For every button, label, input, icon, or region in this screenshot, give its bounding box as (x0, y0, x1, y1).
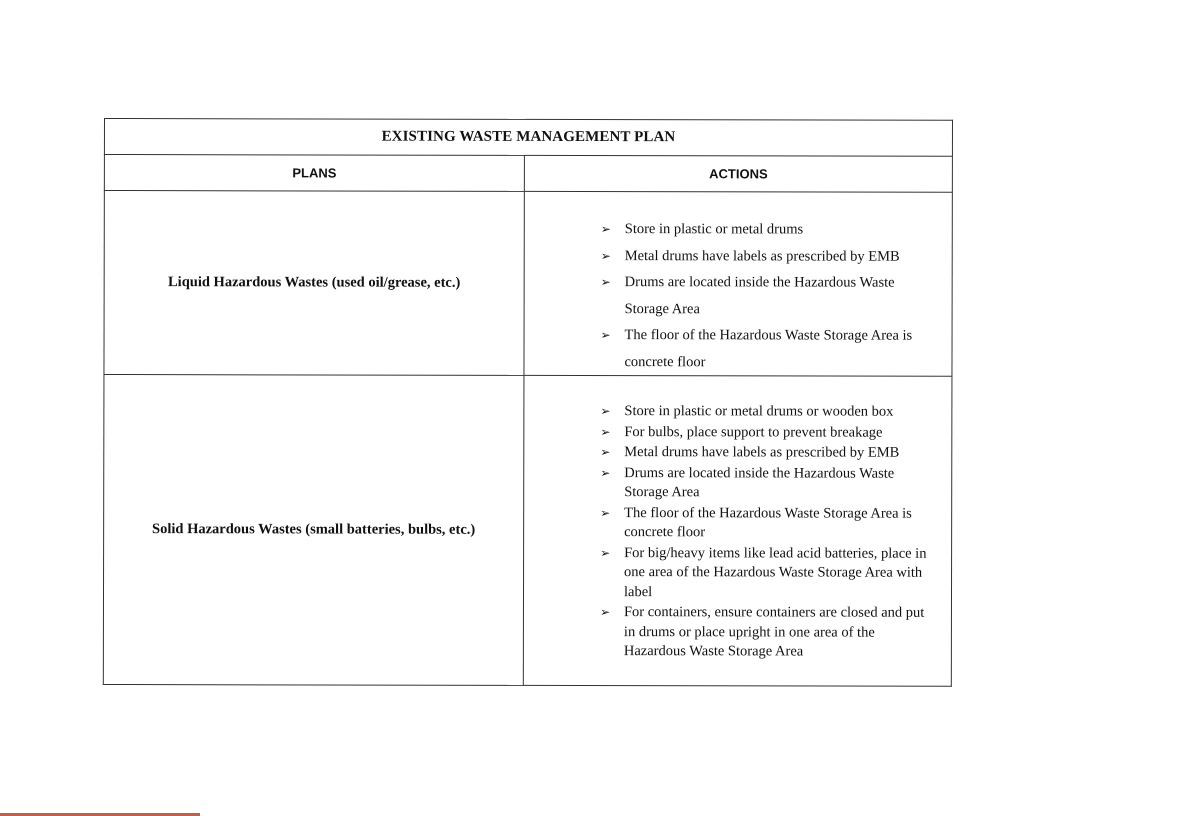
list-item (600, 464, 930, 504)
list-item (600, 423, 930, 443)
action-text: The floor of the Hazardous Waste Storage Area is concrete floor (624, 504, 912, 541)
actions-list (600, 216, 930, 376)
action-text: Metal drums have labels as prescribed by EMB (624, 247, 900, 265)
arrowhead-bullet-icon: ➢ (600, 328, 611, 343)
action-text: Drums are located inside the Hazardous Waste Storage Area (624, 274, 895, 317)
plan-cell: Liquid Hazardous Wastes (used oil/grease, etc.) (104, 191, 524, 376)
list-item (601, 243, 931, 270)
table-row-solid-hazardous-wastes (103, 375, 952, 687)
arrowhead-bullet-icon: ➢ (600, 275, 611, 290)
arrowhead-bullet-icon: ➢ (600, 424, 611, 439)
waste-management-table (103, 118, 953, 687)
action-text: Store in plastic or metal drums or wooden box (624, 403, 894, 420)
arrowhead-bullet-icon: ➢ (599, 605, 611, 620)
table-header-row (104, 155, 952, 193)
arrowhead-bullet-icon: ➢ (600, 465, 611, 480)
list-item (601, 216, 931, 243)
action-text: Store in plastic or metal drums (624, 221, 804, 238)
arrowhead-bullet-icon: ➢ (600, 222, 611, 237)
table-title-row (104, 119, 952, 157)
actions-cell (524, 191, 952, 376)
plan-cell: Solid Hazardous Wastes (small batteries, bulbs, etc.) (103, 375, 524, 686)
arrowhead-bullet-icon: ➢ (600, 404, 611, 419)
action-text: For containers, ensure containers are closed and put in drums or place upright in one area of the Hazardous Waste Storage Area (623, 604, 925, 660)
column-header-actions: ACTIONS (524, 155, 952, 192)
action-text: Metal drums have labels as prescribed by EMB (624, 444, 900, 461)
actions-cell (523, 375, 952, 686)
column-header-plans: PLANS (104, 155, 524, 192)
actions-list (600, 402, 931, 662)
list-item (601, 269, 931, 323)
action-text: For bulbs, place support to prevent breakage (624, 423, 883, 441)
arrowhead-bullet-icon: ➢ (600, 545, 611, 560)
list-item (600, 504, 930, 544)
action-text: Drums are located inside the Hazardous Waste Storage Area (624, 464, 895, 501)
arrowhead-bullet-icon: ➢ (600, 505, 611, 520)
list-item (600, 603, 930, 662)
action-text: The floor of the Hazardous Waste Storage Area is concrete floor (624, 327, 913, 370)
action-text: For big/heavy items like lead acid batteries, place in one area of the Hazardous Waste Storage Area with label (623, 544, 927, 600)
list-item (600, 443, 930, 463)
table-row-liquid-hazardous-wastes (104, 191, 952, 377)
arrowhead-bullet-icon: ➢ (600, 445, 611, 460)
arrowhead-bullet-icon: ➢ (600, 248, 611, 263)
list-item (600, 322, 930, 376)
table-title: EXISTING WASTE MANAGEMENT PLAN (104, 119, 952, 157)
list-item (600, 402, 930, 422)
list-item (600, 544, 930, 603)
